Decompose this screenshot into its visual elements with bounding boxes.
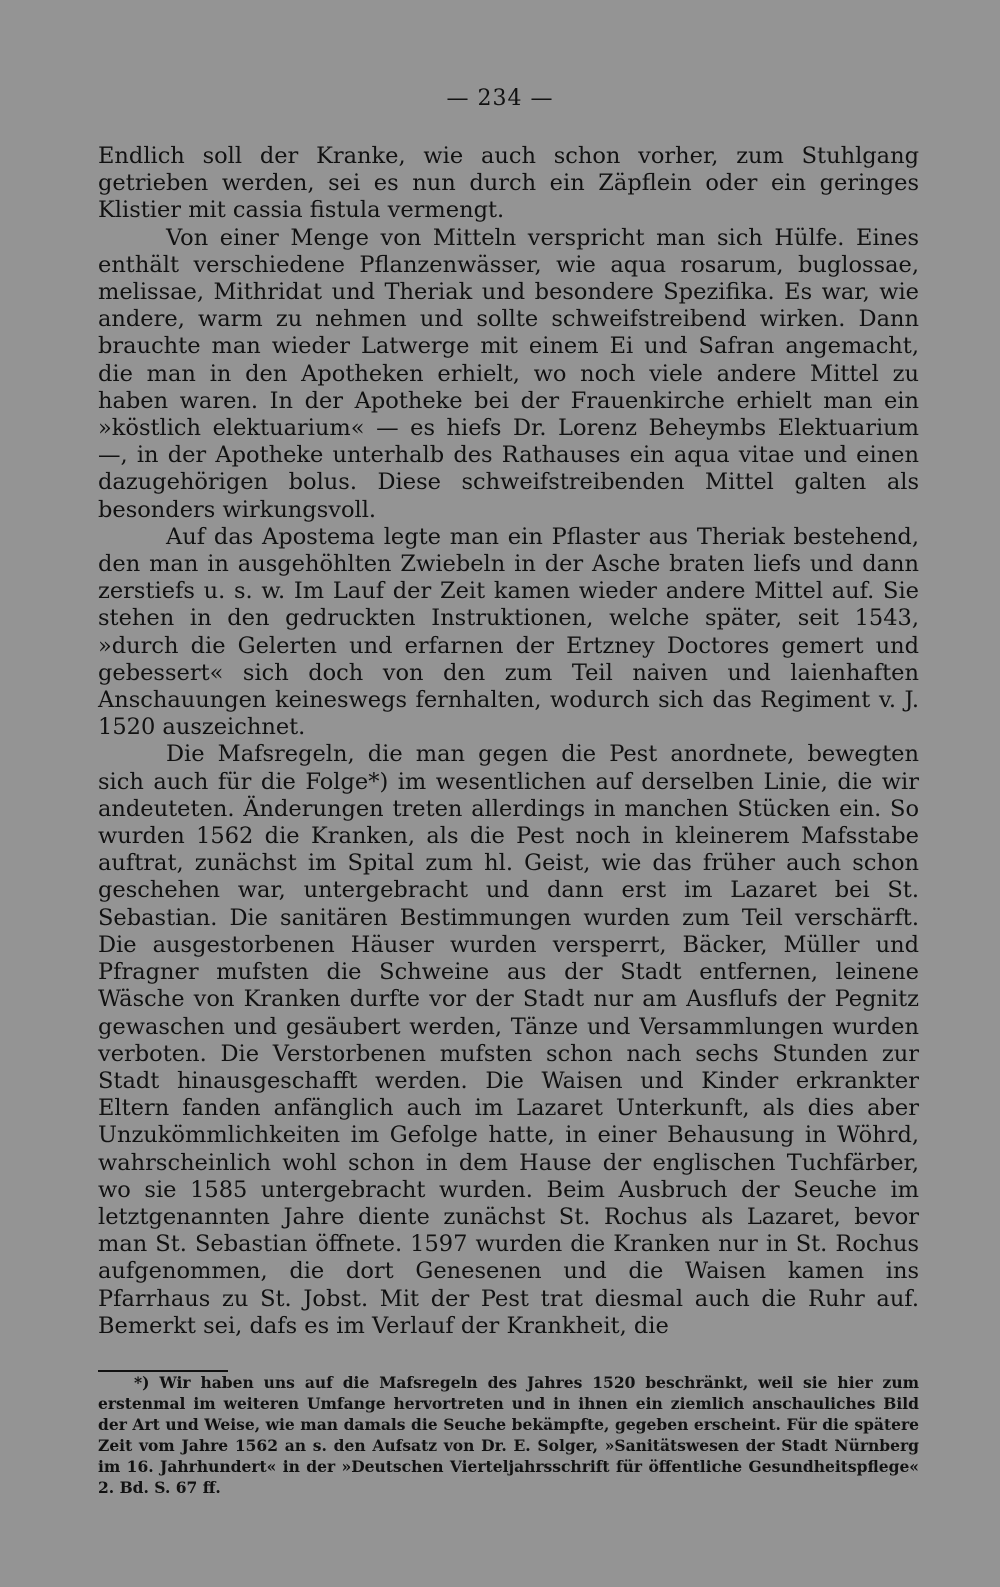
- paragraph: Endlich soll der Kranke, wie auch schon vorher, zum Stuhlgang getrieben werden, sei es nun durch ein Zäpflein oder ein geringes Klistier mit cassia fistula vermengt.: [98, 143, 919, 224]
- paragraph: Auf das Apostema legte man ein Pflaster aus Theriak bestehend, den man in ausgehöhlten Zwiebeln in der Asche braten liefs und dann zerstiefs u. s. w. Im Lauf der Zeit kamen wieder andere Mittel auf. Sie stehen in den gedruckten Instruktionen, welche später, seit 1543, »durch die Gelerten und erfarnen der Ertzney Doctores gemert und gebessert« sich doch von den zum Teil naiven und laienhaften Anschauungen keineswegs fernhalten, wodurch sich das Regiment v. J. 1520 auszeichnet.: [98, 523, 919, 741]
- footnote: *) Wir haben uns auf die Mafsregeln des Jahres 1520 beschränkt, weil sie hier zum erstenmal im weiteren Umfange hervortreten und in ihnen ein ziemlich anschauliches Bild der Art und Weise, wie man damals die Seuche bekämpfte, gegeben erscheint. Für die spätere Zeit vom Jahre 1562 an s. den Aufsatz von Dr. E. Solger, »Sanitätswesen der Stadt Nürnberg im 16. Jahrhundert« in der »Deutschen Vierteljahrsschrift für öffentliche Gesundheitspflege« 2. Bd. S. 67 ff.: [98, 1373, 919, 1497]
- paragraph: Von einer Menge von Mitteln verspricht man sich Hülfe. Eines enthält verschiedene Pflanzenwässer, wie aqua rosarum, buglossae, melissae, Mithridat und Theriak und besondere Spezifika. Es war, wie andere, warm zu nehmen und sollte schweifstreibend wirken. Dann brauchte man wieder Latwerge mit einem Ei und Safran angemacht, die man in den Apotheken erhielt, wo noch viele andere Mittel zu haben waren. In der Apotheke bei der Frauenkirche erhielt man ein »köstlich elektuarium« — es hiefs Dr. Lorenz Beheymbs Elektuarium —, in der Apotheke unterhalb des Rathauses ein aqua vitae und einen dazugehörigen bolus. Diese schweifstreibenden Mittel galten als besonders wirkungsvoll.: [98, 224, 919, 523]
- body-text: [98, 143, 919, 1340]
- page-number: — 234 —: [446, 86, 554, 111]
- paragraph: Die Mafsregeln, die man gegen die Pest anordnete, bewegten sich auch für die Folge*) im wesentlichen auf derselben Linie, die wir andeuteten. Änderungen treten allerdings in manchen Stücken ein. So wurden 1562 die Kranken, als die Pest noch in kleinerem Mafsstabe auftrat, zunächst im Spital zum hl. Geist, wie das früher auch schon geschehen war, untergebracht und dann erst im Lazaret bei St. Sebastian. Die sanitären Bestimmungen wurden zum Teil verschärft. Die ausgestorbenen Häuser wurden versperrt, Bäcker, Müller und Pfragner mufsten die Schweine aus der Stadt entfernen, leinene Wäsche von Kranken durfte vor der Stadt nur am Ausflufs der Pegnitz gewaschen und gesäubert werden, Tänze und Versammlungen wurden verboten. Die Verstorbenen mufsten schon nach sechs Stunden zur Stadt hinausgeschafft werden. Die Waisen und Kinder erkrankter Eltern fanden anfänglich auch im Lazaret Unterkunft, als dies aber Unzukömmlichkeiten im Gefolge hatte, in einer Behausung in Wöhrd, wahrscheinlich wohl schon in dem Hause der englischen Tuchfärber, wo sie 1585 untergebracht wurden. Beim Ausbruch der Seuche im letztgenannten Jahre diente zunächst St. Rochus als Lazaret, bevor man St. Sebastian öffnete. 1597 wurden die Kranken nur in St. Rochus aufgenommen, die dort Genesenen und die Waisen kamen ins Pfarrhaus zu St. Jobst. Mit der Pest trat diesmal auch die Ruhr auf. Bemerkt sei, dafs es im Verlauf der Krankheit, die: [98, 741, 919, 1339]
